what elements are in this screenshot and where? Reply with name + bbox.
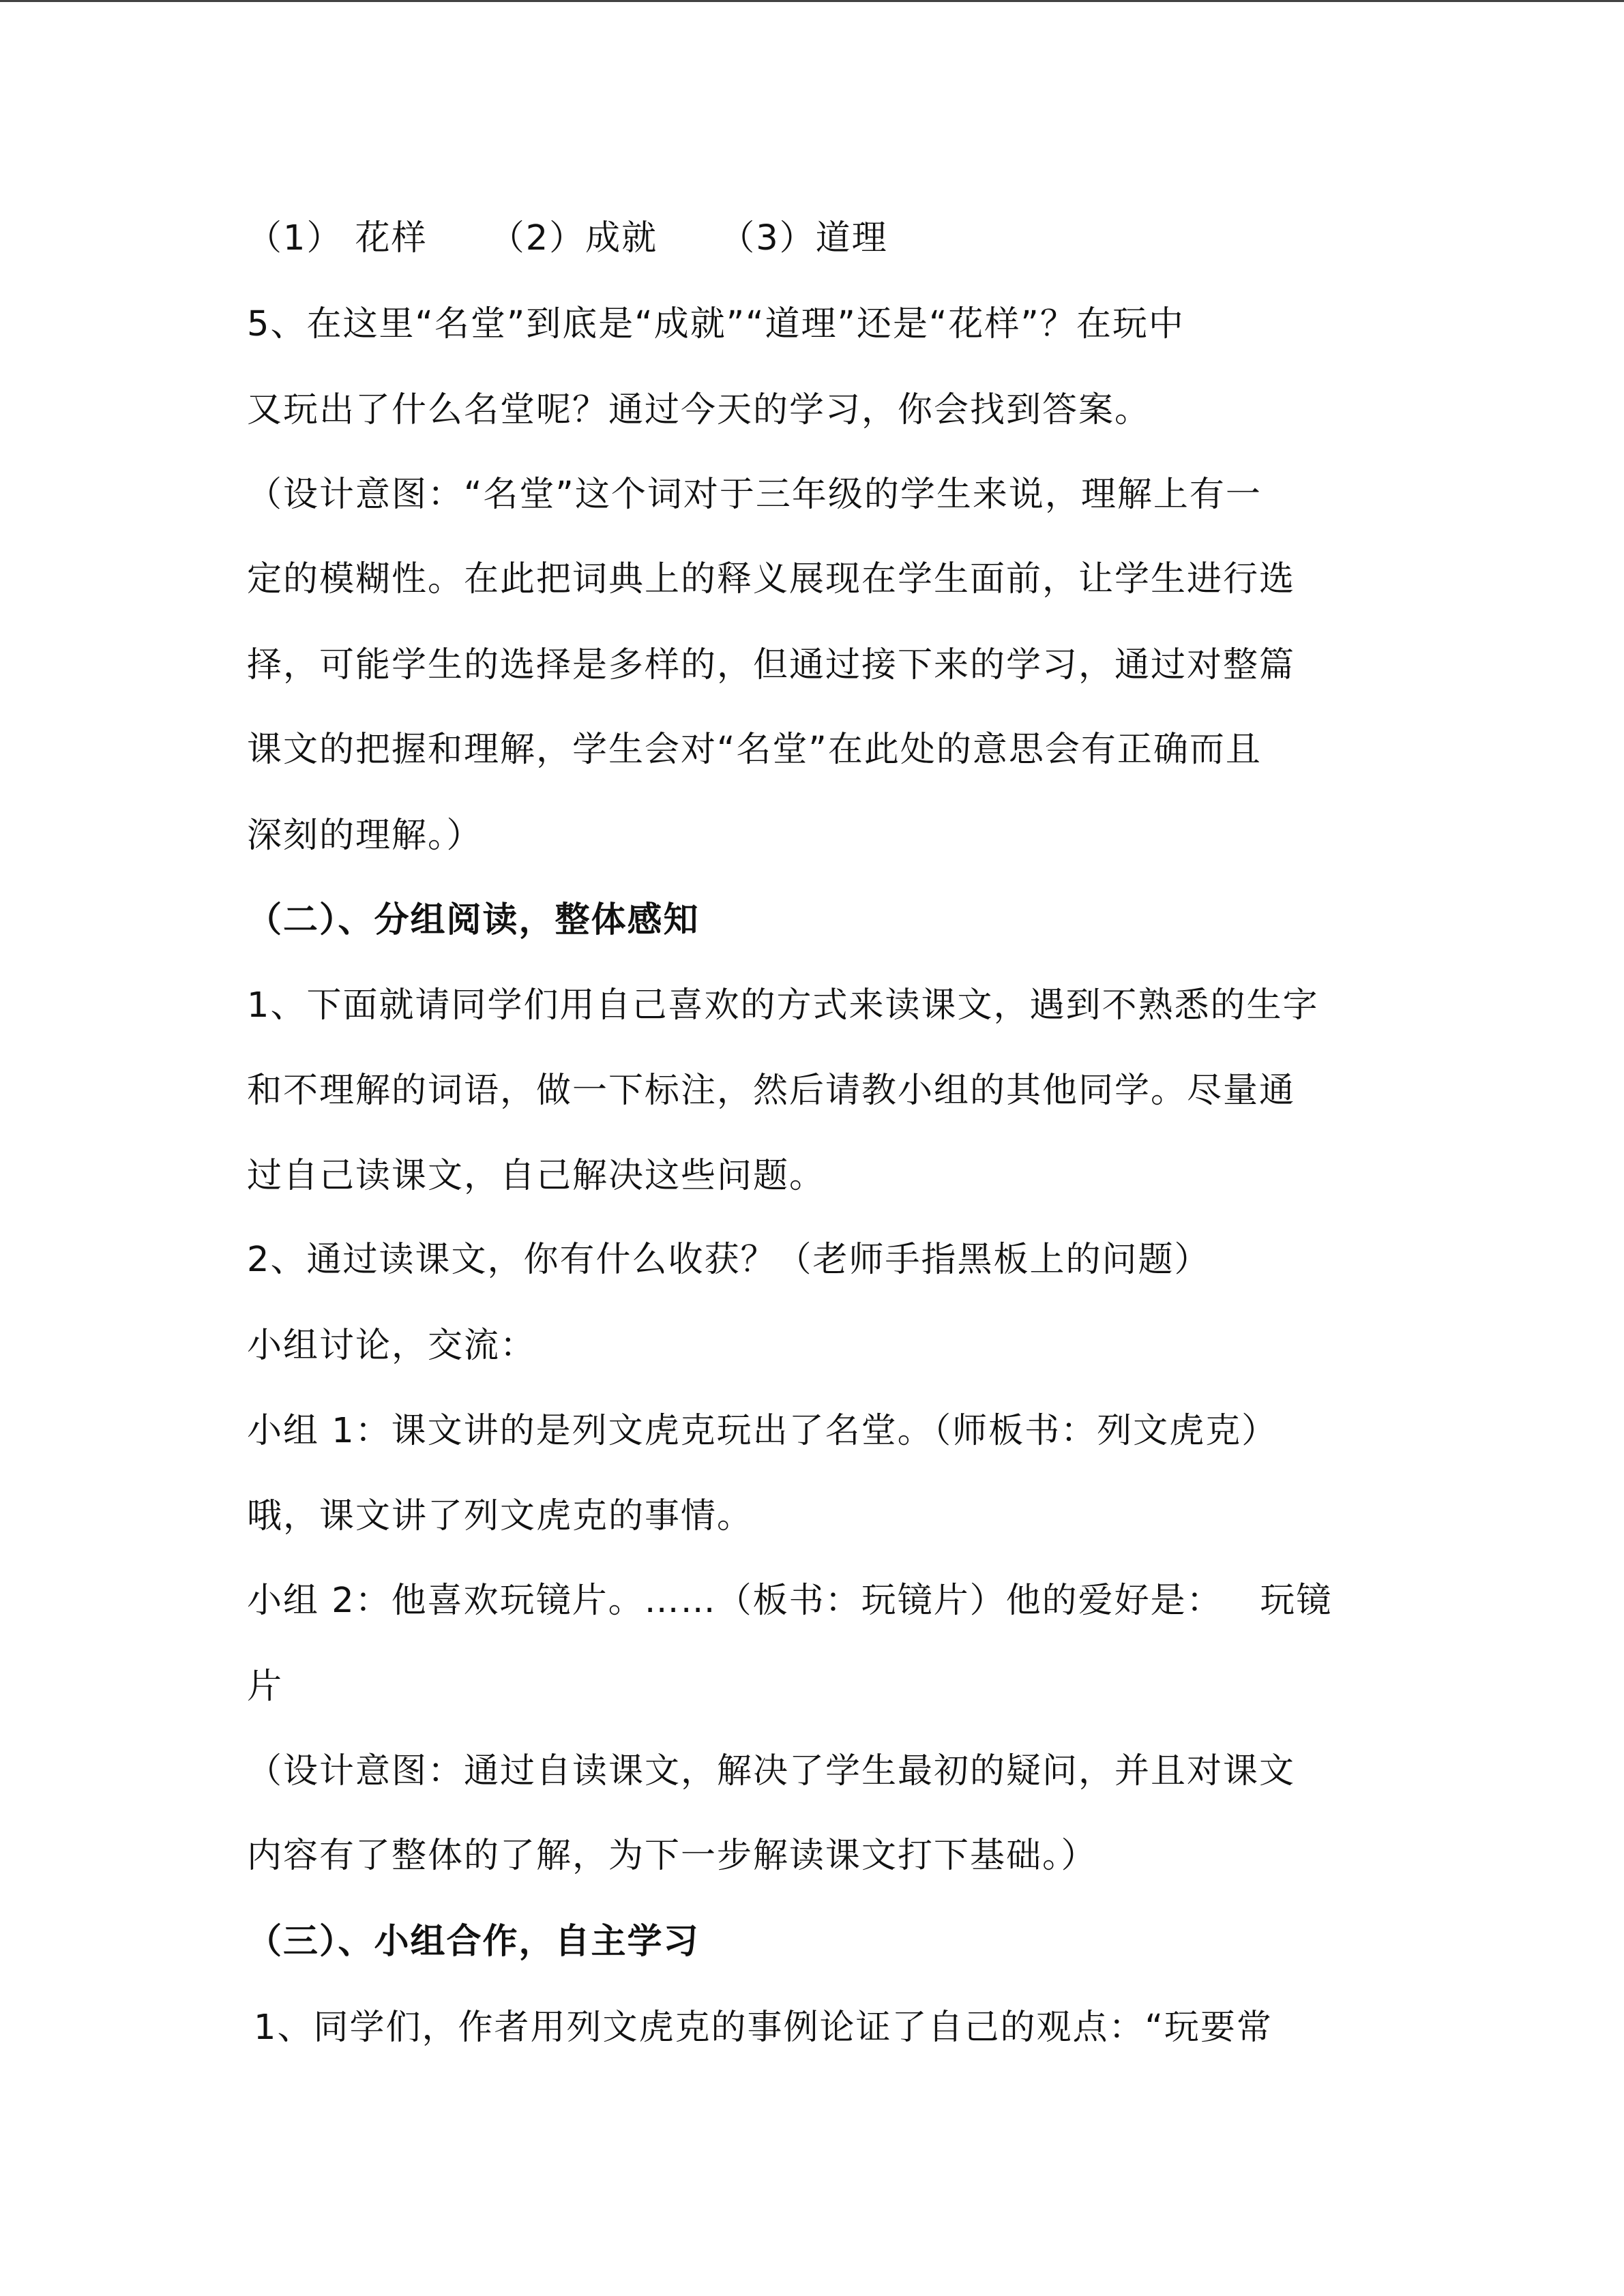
- design-intent-line: 内容有了整体的了解，为下一步解读课文打下基础。）: [247, 1836, 1097, 1876]
- paragraph-line: 2、通过读课文，你有什么收获？（老师手指黑板上的问题）: [247, 1240, 1211, 1280]
- design-intent-line: （设计意图：“名堂”这个词对于三年级的学生来说，理解上有一: [247, 475, 1262, 515]
- section-heading: （二）、分组阅读，整体感知: [247, 900, 700, 940]
- paragraph-line: 和不理解的词语，做一下标注，然后请教小组的其他同学。尽量通: [247, 1071, 1296, 1111]
- design-intent-line: 定的模糊性。在此把词典上的释义展现在学生面前，让学生进行选: [247, 559, 1296, 599]
- paragraph-line: 1、下面就请同学们用自己喜欢的方式来读课文，遇到不熟悉的生字: [247, 985, 1319, 1026]
- paragraph-line: 小组讨论，交流：: [247, 1326, 537, 1366]
- paragraph-line: 小组 1：课文讲的是列文虎克玩出了名堂。（师板书：列文虎克）: [247, 1411, 1278, 1451]
- design-intent-line: 深刻的理解。）: [247, 816, 483, 856]
- paragraph-line: 又玩出了什么名堂呢？通过今天的学习，你会找到答案。: [247, 390, 1151, 430]
- paragraph-line: 小组 2：他喜欢玩镜片。……（板书：玩镜片）他的爱好是： 玩镜: [247, 1581, 1333, 1621]
- design-intent-line: （设计意图：通过自读课文，解决了学生最初的疑问，并且对课文: [247, 1751, 1296, 1791]
- paragraph-line: 片: [247, 1667, 284, 1707]
- design-intent-line: 课文的把握和理解，学生会对“名堂”在此处的意思会有正确而且: [247, 730, 1262, 770]
- paragraph-line: 5、在这里“名堂”到底是“成就”“道理”还是“花样”？在玩中: [247, 304, 1185, 344]
- paragraph-line: 1、同学们，作者用列文虎克的事例论证了自己的观点：“玩要常: [254, 2008, 1273, 2048]
- paragraph-line: 哦，课文讲了列文虎克的事情。: [247, 1496, 754, 1536]
- page-top-border: [0, 0, 1624, 2]
- options-line: （1） 花样 （2）成就 （3）道理: [247, 218, 888, 258]
- section-heading: （三）、小组合作，自主学习: [247, 1922, 700, 1962]
- design-intent-line: 择，可能学生的选择是多样的，但通过接下来的学习，通过对整篇: [247, 645, 1296, 685]
- paragraph-line: 过自己读课文，自己解决这些问题。: [247, 1156, 826, 1196]
